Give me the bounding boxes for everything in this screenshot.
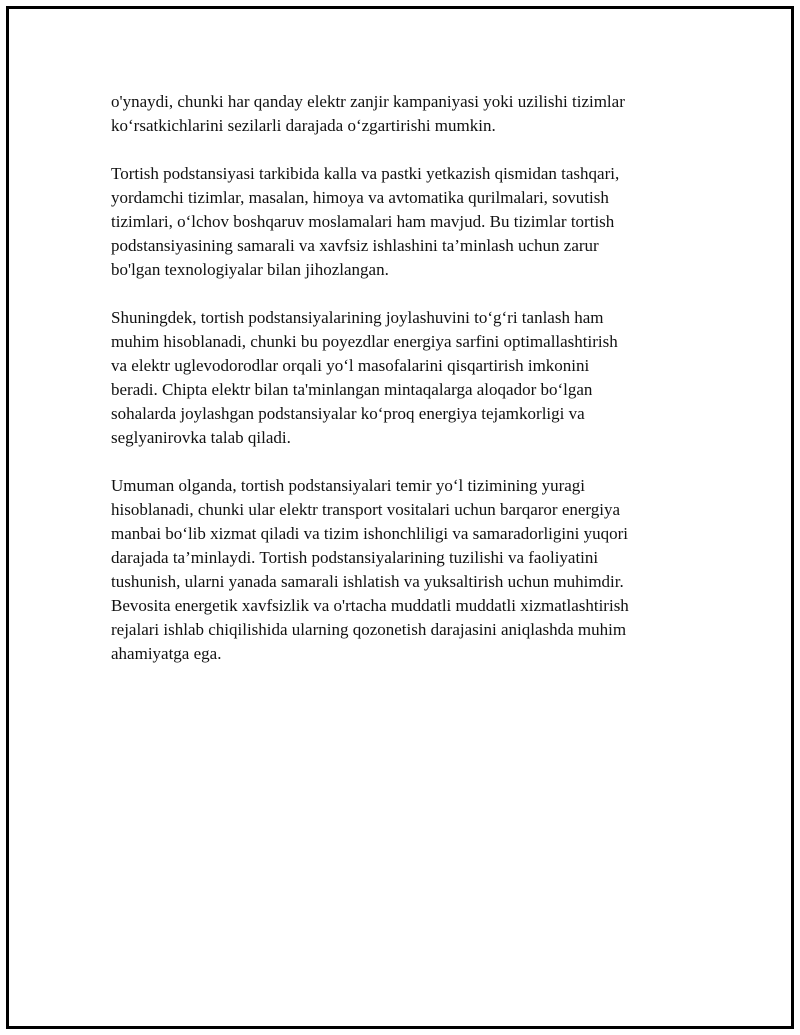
paragraph-4: Umuman olganda, tortish podstansiyalari temir yo‘l tizimining yuragi hisoblanadi, chunki ular elektr transport vositalari uchun barqaror energiya manbai bo‘lib xizmat qiladi va tizim ishonchliligi va samaradorligini yuqori darajada ta’minlaydi. Tortish podstansiyalarining tuzilishi va faoliyatini tushunish, ularni yanada samarali ishlatish va yuksaltirish uchun muhimdir. Bevosita energetik xavfsizlik va o'rtacha muddatli muddatli xizmatlashtirish rejalari ishlab chiqilishida ularning qozonetish darajasini aniqlashda muhim ahamiyatga ega. xyxy=(111,476,629,663)
paragraph-3: Shuningdek, tortish podstansiyalarining joylashuvini to‘g‘ri tanlash ham muhim hisoblanadi, chunki bu poyezdlar energiya sarfini optimallashtirish va elektr uglevodorodlar orqali yo‘l masofalarini qisqartirish imkonini beradi. Chipta elektr bilan ta'minlangan mintaqalarga aloqador bo‘lgan sohalarda joylashgan podstansiyalar ko‘proq energiya tejamkorligi va seglyanirovka talab qiladi. xyxy=(111,308,618,447)
paragraph-1: o'ynaydi, chunki har qanday elektr zanjir kampaniyasi yoki uzilishi tizimlar ko‘rsatkichlarini sezilarli darajada o‘zgartirishi mumkin. xyxy=(111,92,625,135)
paragraph-2: Tortish podstansiyasi tarkibida kalla va pastki yetkazish qismidan tashqari, yordamchi tizimlar, masalan, himoya va avtomatika qurilmalari, sovutish tizimlari, o‘lchov boshqaruv moslamalari ham mavjud. Bu tizimlar tortish podstansiyasining samarali va xavfsiz ishlashini ta’minlash uchun zarur bo'lgan texnologiyalar bilan jihozlangan. xyxy=(111,164,620,279)
document-body xyxy=(111,90,691,690)
